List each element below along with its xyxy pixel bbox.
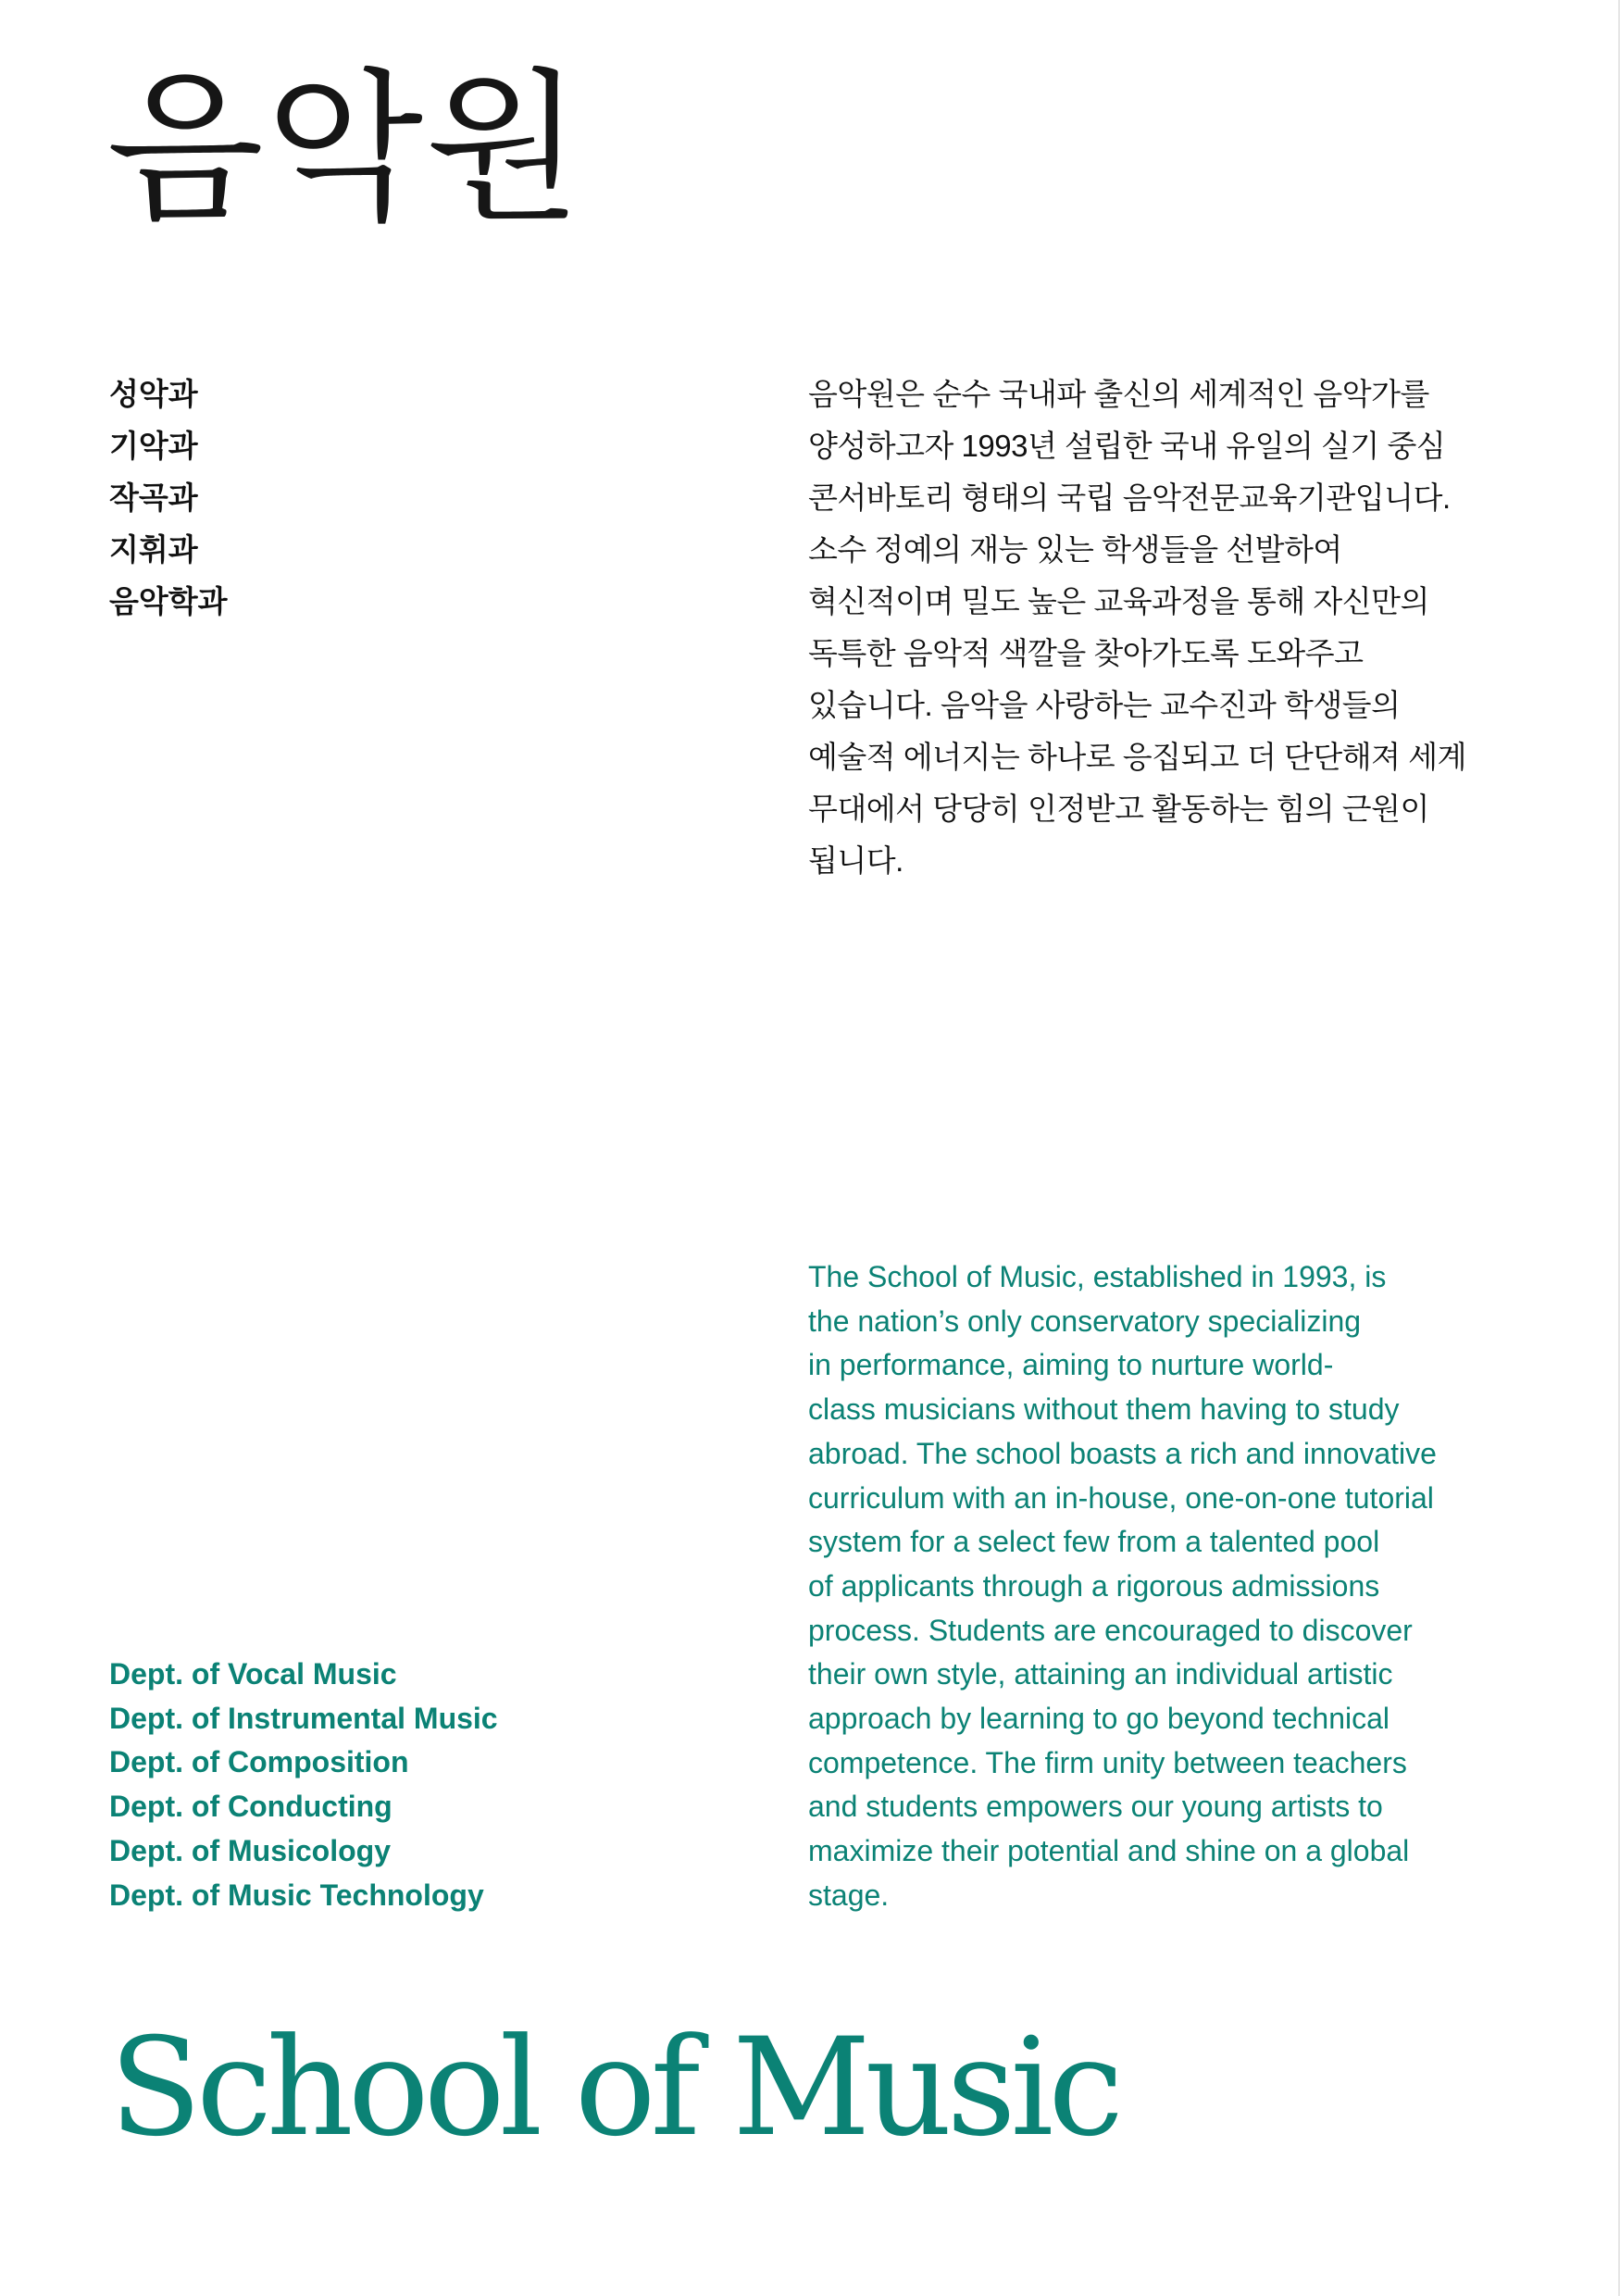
- intro-en-line: class musicians without them having to study: [808, 1392, 1400, 1427]
- intro-paragraph-korean: [808, 368, 1489, 887]
- department-item-en-music-technology: Dept. of Music Technology: [109, 1878, 484, 1912]
- department-item-en-conducting: Dept. of Conducting: [109, 1790, 393, 1824]
- intro-ko-line: 양성하고자 1993년 설립한 국내 유일의 실기 중심: [808, 429, 1446, 463]
- department-item-en-vocal: Dept. of Vocal Music: [109, 1657, 397, 1691]
- page-title-english: School of Music: [109, 2009, 1118, 2166]
- department-item-ko-composition: 작곡과: [109, 480, 198, 515]
- intro-en-line: their own style, attaining an individual artistic: [808, 1657, 1393, 1691]
- intro-ko-line: 됩니다.: [808, 843, 903, 878]
- intro-en-line: and students empowers our young artists to: [808, 1790, 1383, 1824]
- department-item-ko-conducting: 지휘과: [109, 532, 198, 567]
- intro-en-line: of applicants through a rigorous admissions: [808, 1568, 1380, 1603]
- department-item-ko-musicology: 음악학과: [109, 584, 228, 618]
- intro-en-line: competence. The firm unity between teachers: [808, 1745, 1407, 1779]
- intro-paragraph-english: [808, 1255, 1512, 1918]
- intro-ko-line: 혁신적이며 밀도 높은 교육과정을 통해 자신만의: [808, 584, 1429, 618]
- department-list-korean: [109, 368, 228, 628]
- page-title-korean: 음악원: [106, 54, 585, 243]
- department-list-english: [109, 1653, 498, 1917]
- intro-ko-line: 예술적 에너지는 하나로 응집되고 더 단단해져 세계: [808, 740, 1466, 774]
- intro-ko-line: 있습니다. 음악을 사랑하는 교수진과 학생들의: [808, 688, 1401, 722]
- department-item-en-composition: Dept. of Composition: [109, 1745, 409, 1779]
- department-item-en-instrumental: Dept. of Instrumental Music: [109, 1701, 498, 1735]
- department-item-ko-vocal: 성악과: [109, 377, 198, 411]
- intro-en-line: maximize their potential and shine on a global: [808, 1834, 1410, 1868]
- intro-ko-line: 콘서바토리 형태의 국립 음악전문교육기관입니다.: [808, 480, 1451, 515]
- intro-ko-line: 소수 정예의 재능 있는 학생들을 선발하여: [808, 532, 1342, 567]
- intro-en-line: system for a select few from a talented pool: [808, 1525, 1380, 1559]
- intro-en-line: process. Students are encouraged to discover: [808, 1613, 1413, 1647]
- department-item-en-musicology: Dept. of Musicology: [109, 1833, 391, 1867]
- intro-en-line: The School of Music, established in 1993, is: [808, 1260, 1387, 1293]
- intro-en-line: curriculum with an in-house, one-on-one tutorial: [808, 1480, 1434, 1515]
- intro-en-line: approach by learning to go beyond technical: [808, 1702, 1389, 1736]
- intro-ko-line: 독특한 음악적 색깔을 찾아가도록 도와주고: [808, 636, 1364, 670]
- department-item-ko-instrumental: 기악과: [109, 429, 198, 463]
- intro-en-line: in performance, aiming to nurture world-: [808, 1348, 1334, 1382]
- intro-ko-line: 무대에서 당당히 인정받고 활동하는 힘의 근원이: [808, 792, 1429, 826]
- intro-ko-line: 음악원은 순수 국내파 출신의 세계적인 음악가를: [808, 377, 1429, 411]
- intro-en-line: stage.: [808, 1878, 890, 1912]
- intro-en-line: the nation’s only conservatory specializing: [808, 1304, 1362, 1338]
- intro-en-line: abroad. The school boasts a rich and innovative: [808, 1436, 1437, 1470]
